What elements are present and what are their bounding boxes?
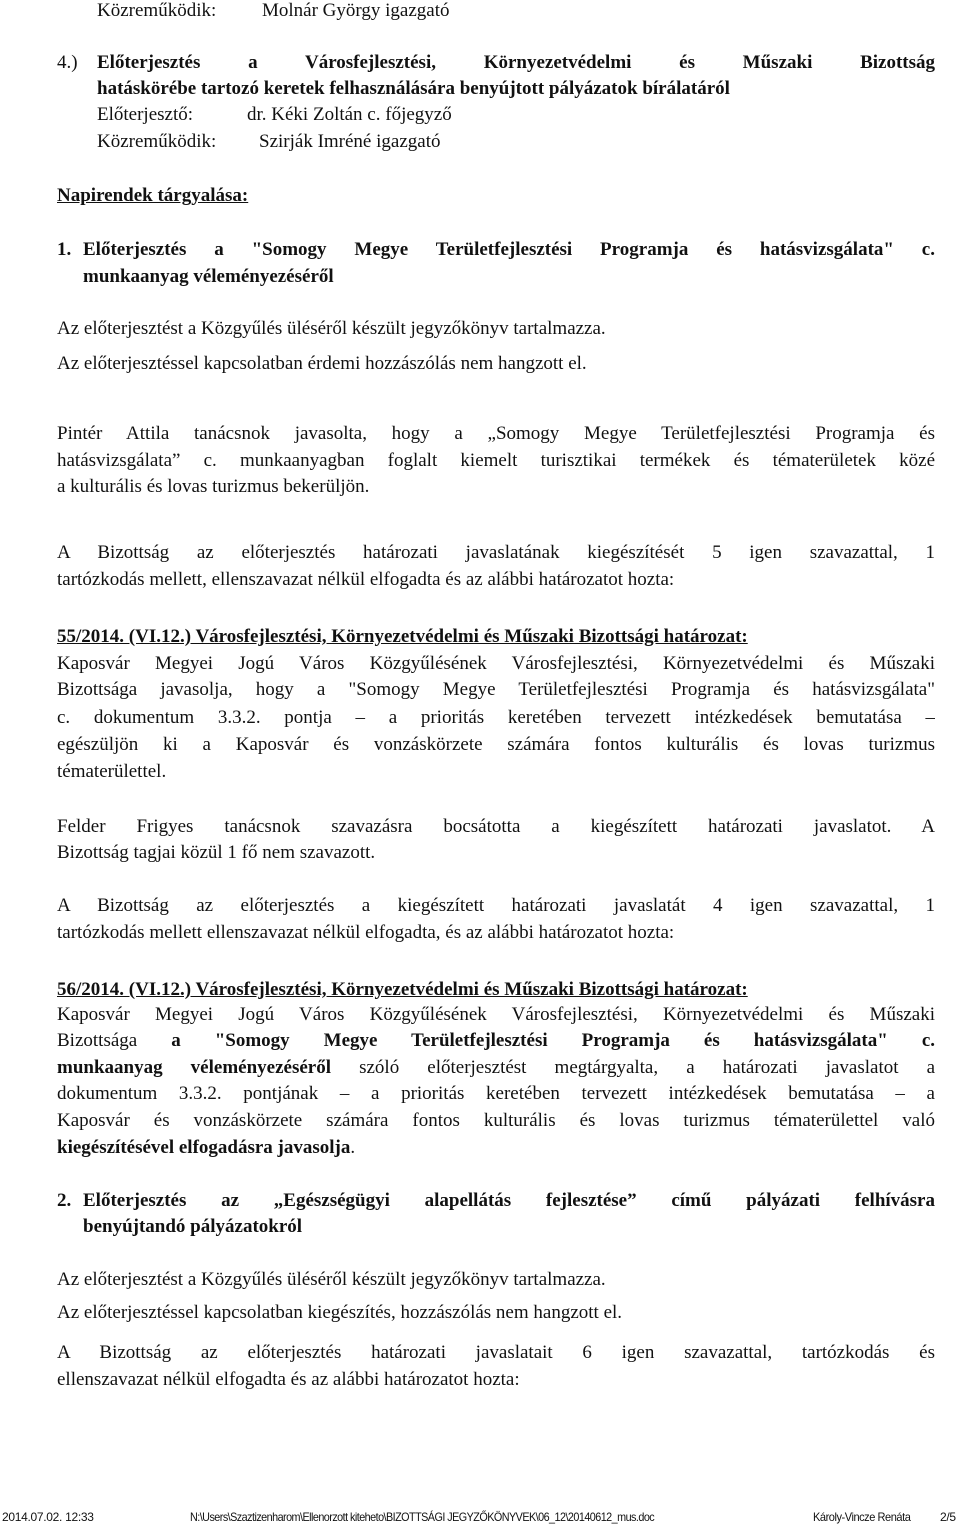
item4-number: 4.): [57, 52, 78, 73]
resolution-line: [57, 1029, 935, 1053]
paragraph-line: tartózkodás mellett, ellenszavazat nélkül elfogadta és az alábbi határozatot hozta:: [57, 569, 675, 590]
footer-page-number: 2/5: [940, 1510, 956, 1524]
resolution-line: dokumentum 3.3.2. pontjának – a prioritás keretében tervezett intézkedések bemutatása – a: [57, 1083, 935, 1104]
resolution-bold-text: kiegészítésével elfogadásra javasolja: [57, 1137, 351, 1158]
paragraph-line: a kulturális és lovas turizmus bekerüljön.: [57, 476, 370, 497]
item4-presenter-label: Előterjesztő:: [97, 104, 194, 125]
footer-author: Károly-Vincze Renáta: [813, 1510, 911, 1524]
paragraph-line: A Bizottság az előterjesztés a kiegészített határozati javaslatát 4 igen szavazattal, 1: [57, 895, 935, 916]
paragraph-line: A Bizottság az előterjesztés határozati javaslatait 6 igen szavazattal, tartózkodás és: [57, 1342, 935, 1363]
paragraph-line: tartózkodás mellett ellenszavazat nélkül elfogadta, és az alábbi határozatot hozta:: [57, 922, 675, 943]
paragraph-minutes-reference: Az előterjesztést a Közgyűlés üléséről készült jegyzőkönyv tartalmazza.: [57, 1269, 606, 1290]
header-contrib-label: Közreműködik:: [97, 0, 217, 21]
resolution-line: tématerülettel.: [57, 761, 167, 782]
item4-title-line: Előterjesztés a Városfejlesztési, Környezetvédelmi és Műszaki Bizottság: [97, 52, 935, 73]
resolution-text: .: [350, 1137, 356, 1158]
item4-title-line: hatáskörébe tartozó keretek felhasználására benyújtott pályázatok bírálatáról: [97, 78, 730, 99]
resolution-text: szóló előterjesztést megtárgyalta, a határozati javaslatot a: [359, 1057, 935, 1078]
item4-contrib-label: Közreműködik:: [97, 131, 217, 152]
resolution-line: Kaposvár Megyei Jogú Város Közgyűlésének Városfejlesztési, Környezetvédelmi és Műszaki: [57, 653, 935, 674]
paragraph-no-comment: Az előterjesztéssel kapcsolatban kiegészítés, hozzászólás nem hangzott el.: [57, 1302, 623, 1323]
resolution-bold-text: a "Somogy Megye Területfejlesztési Programja és hatásvizsgálata" c.: [171, 1030, 935, 1051]
item1-title-line: Előterjesztés a "Somogy Megye Területfejlesztési Programja és hatásvizsgálata" c.: [83, 239, 935, 260]
item4-presenter: dr. Kéki Zoltán c. főjegyző: [247, 104, 452, 125]
resolution-line: [57, 1136, 935, 1160]
paragraph-line: Pintér Attila tanácsnok javasolta, hogy a „Somogy Megye Területfejlesztési Programja és: [57, 423, 935, 444]
item2-title-line: Előterjesztés az „Egészségügyi alapellátás fejlesztése” című pályázati felhívásra: [83, 1190, 935, 1211]
paragraph-line: hatásvizsgálata” c. munkaanyagban foglalt kiemelt turisztikai termékek és tématerületek közé: [57, 450, 935, 471]
resolution-56-heading: 56/2014. (VI.12.) Városfejlesztési, Környezetvédelmi és Műszaki Bizottsági határozat:: [57, 979, 748, 1000]
resolution-line: Kaposvár Megyei Jogú Város Közgyűlésének Városfejlesztési, Környezetvédelmi és Műszaki: [57, 1004, 935, 1025]
paragraph-line: A Bizottság az előterjesztés határozati javaslatának kiegészítését 5 igen szavazattal, 1: [57, 542, 935, 563]
paragraph-minutes-reference: Az előterjesztést a Közgyűlés üléséről készült jegyzőkönyv tartalmazza.: [57, 318, 606, 339]
resolution-line: [57, 1056, 935, 1080]
item2-title-line: benyújtandó pályázatokról: [83, 1216, 303, 1237]
resolution-bold-text: munkaanyag véleményezéséről: [57, 1057, 331, 1078]
resolution-line: Bizottsága javasolja, hogy a "Somogy Megye Területfejlesztési Programja és hatásvizsgálata": [57, 679, 935, 700]
item1-number: 1.: [57, 239, 72, 260]
footer-datetime: 2014.07.02. 12:33: [2, 1510, 94, 1524]
item2-number: 2.: [57, 1190, 72, 1211]
item1-title-line: munkaanyag véleményezéséről: [83, 266, 334, 287]
paragraph-line: Felder Frigyes tanácsnok szavazásra bocsátotta a kiegészített határozati javaslatot. A: [57, 816, 935, 837]
paragraph-line: Bizottság tagjai közül 1 fő nem szavazott.: [57, 842, 376, 863]
footer-file-path: N:\Users\Szaztizenharom\Ellenorzott kiteheto\BIZOTTSÁGI JEGYZŐKÖNYVEK\06_12\20140612_mus.doc: [190, 1510, 655, 1524]
item4-contrib: Szirják Imréné igazgató: [259, 131, 441, 152]
resolution-55-heading: 55/2014. (VI.12.) Városfejlesztési, Környezetvédelmi és Műszaki Bizottsági határozat:: [57, 626, 748, 647]
header-contrib-value: Molnár György igazgató: [262, 0, 450, 21]
resolution-line: c. dokumentum 3.3.2. pontja – a prioritás keretében tervezett intézkedések bemutatása –: [57, 707, 935, 728]
paragraph-line: ellenszavazat nélkül elfogadta és az alábbi határozatot hozta:: [57, 1369, 520, 1390]
paragraph-no-comment: Az előterjesztéssel kapcsolatban érdemi hozzászólás nem hangzott el.: [57, 353, 587, 374]
resolution-text: Bizottsága: [57, 1030, 138, 1051]
agenda-heading: Napirendek tárgyalása:: [57, 185, 249, 206]
resolution-line: Kaposvár és vonzáskörzete számára fontos kulturális és lovas turizmus tématerülettel való: [57, 1110, 935, 1131]
resolution-line: egészüljön ki a Kaposvár és vonzáskörzete számára fontos kulturális és lovas turizmus: [57, 734, 935, 755]
